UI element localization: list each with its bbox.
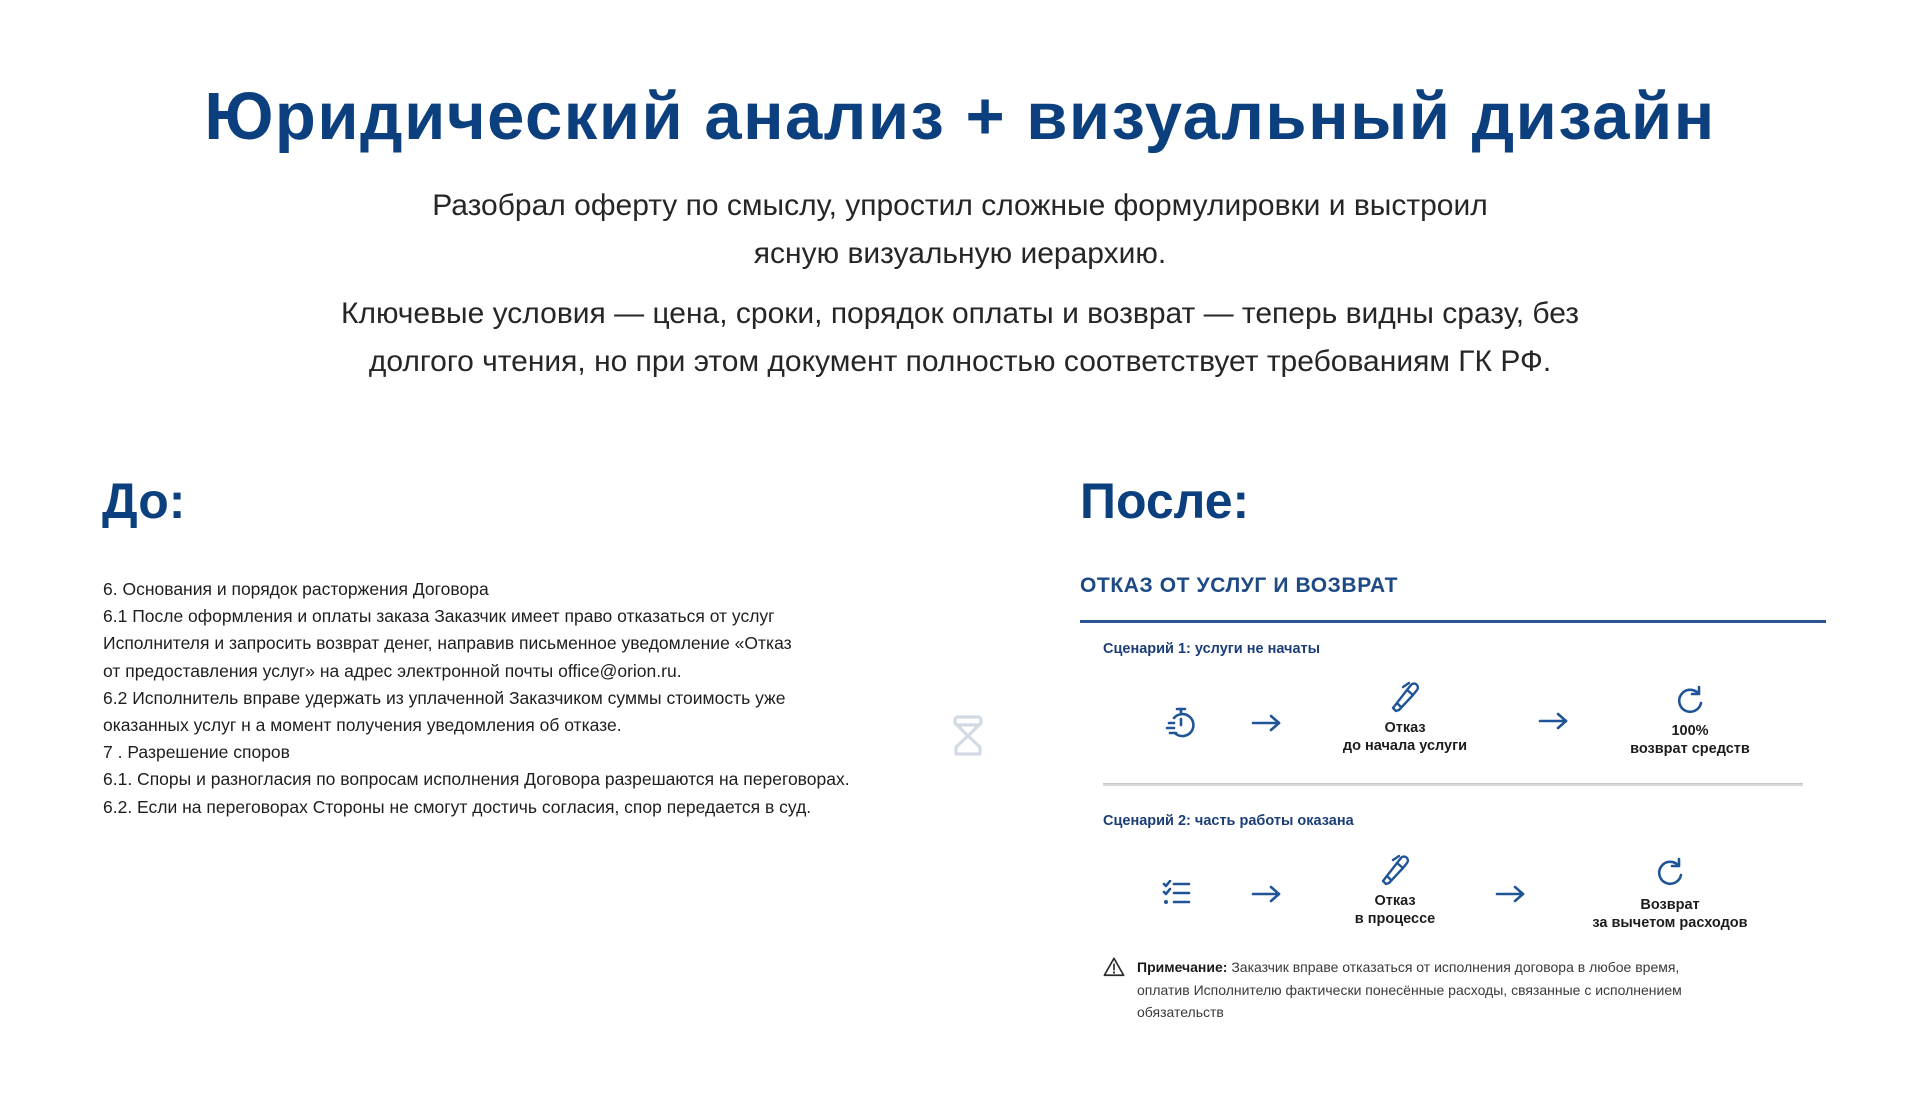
before-heading: До:: [102, 473, 186, 529]
step-label: до начала услуги: [1342, 738, 1468, 754]
summary-line: долгого чтения, но при этом документ полностью соответствует требованиям ГК РФ.: [368, 345, 1552, 378]
scenario-divider: [1103, 783, 1803, 786]
scenario-1-step-refusal: [1325, 681, 1485, 755]
after-heading: После:: [1080, 473, 1250, 529]
arrow-right-icon: [1538, 711, 1570, 731]
note-text: Заказчик вправе отказаться от исполнения договора в любое время,: [1227, 959, 1680, 975]
scenario-1-step-start: [1163, 705, 1199, 739]
scenario-2-label: Сценарий 2: часть работы оказана: [1103, 813, 1354, 829]
arrow-right-icon: [1251, 884, 1283, 904]
scenario-2-flow: [1100, 856, 1800, 946]
arrow-right-icon: [1495, 884, 1527, 904]
contract-line: Исполнителя и запросить возврат денег, направив письменное уведомление «Отказ: [103, 633, 792, 654]
refresh-icon: [1674, 684, 1706, 716]
pen-icon: [1389, 681, 1421, 713]
panel-divider: [1080, 620, 1826, 623]
summary-line: Ключевые условия — цена, сроки, порядок оплаты и возврат — теперь видны сразу, без: [340, 297, 1580, 330]
step-label: 100%: [1671, 723, 1709, 739]
refresh-icon: [1654, 856, 1686, 888]
intro-line: Разобрал оферту по смыслу, упростил сложные формулировки и выстроил: [432, 189, 1488, 222]
contract-line: 6. Основания и порядок расторжения Договора: [103, 579, 489, 599]
step-label: Возврат: [1640, 897, 1700, 913]
scenario-1-label: Сценарий 1: услуги не начаты: [1103, 641, 1321, 657]
scenario-1-step-refund: [1605, 684, 1775, 758]
note-text: оплатив Исполнителю фактически понесённые расходы, связанные с исполнением: [1137, 981, 1682, 998]
scenario-2-step-start: [1160, 880, 1194, 906]
note-block: [1103, 956, 1803, 1024]
contract-line: оказанных услуг н а момент получения уведомления об отказе.: [103, 715, 622, 736]
step-label: Отказ: [1374, 893, 1416, 909]
note-label: Примечание:: [1137, 959, 1228, 975]
arrow-right-icon: [1251, 713, 1283, 733]
contract-line: 6.2 Исполнитель вправе удержать из уплаченной Заказчиком суммы стоимость уже: [103, 687, 786, 708]
checklist-icon: [1162, 880, 1192, 906]
stopwatch-icon: [1164, 705, 1198, 739]
contract-line: 6.2. Если на переговорах Стороны не смогут достичь согласия, спор передается в суд.: [103, 796, 812, 817]
contract-line: 7 . Разрешение споров: [103, 742, 290, 763]
page-title: Юридический анализ + визуальный дизайн: [204, 79, 1716, 154]
contract-line: 6.1. Споры и разногласия по вопросам исполнения Договора разрешаются на переговорах.: [103, 769, 850, 790]
step-label: за вычетом расходов: [1592, 915, 1748, 931]
refund-panel: [1080, 570, 1826, 623]
warning-icon: [1103, 956, 1125, 978]
intro-line: ясную визуальную иерархию.: [753, 237, 1167, 270]
intro-text: [0, 182, 1920, 278]
scenario-1-flow: [1100, 683, 1800, 773]
note-text: обязательств: [1137, 1004, 1224, 1020]
contract-line: 6.1 После оформления и оплаты заказа Заказчик имеет право отказаться от услуг: [103, 606, 775, 627]
scenario-2-step-refund: [1570, 856, 1770, 932]
hourglass-icon: [952, 714, 984, 758]
step-label: возврат средств: [1630, 741, 1750, 757]
before-contract-text: [103, 576, 923, 821]
note-body: [1137, 956, 1803, 1024]
scenario-2-step-refusal: [1325, 854, 1465, 928]
step-label: Отказ: [1384, 720, 1426, 736]
step-label: в процессе: [1354, 911, 1436, 927]
panel-title: ОТКАЗ ОТ УСЛУГ И ВОЗВРАТ: [1080, 574, 1399, 597]
contract-line: от предоставления услуг» на адрес электронной почты office@orion.ru.: [103, 660, 682, 681]
pen-icon: [1379, 854, 1411, 886]
summary-text: [0, 290, 1920, 386]
